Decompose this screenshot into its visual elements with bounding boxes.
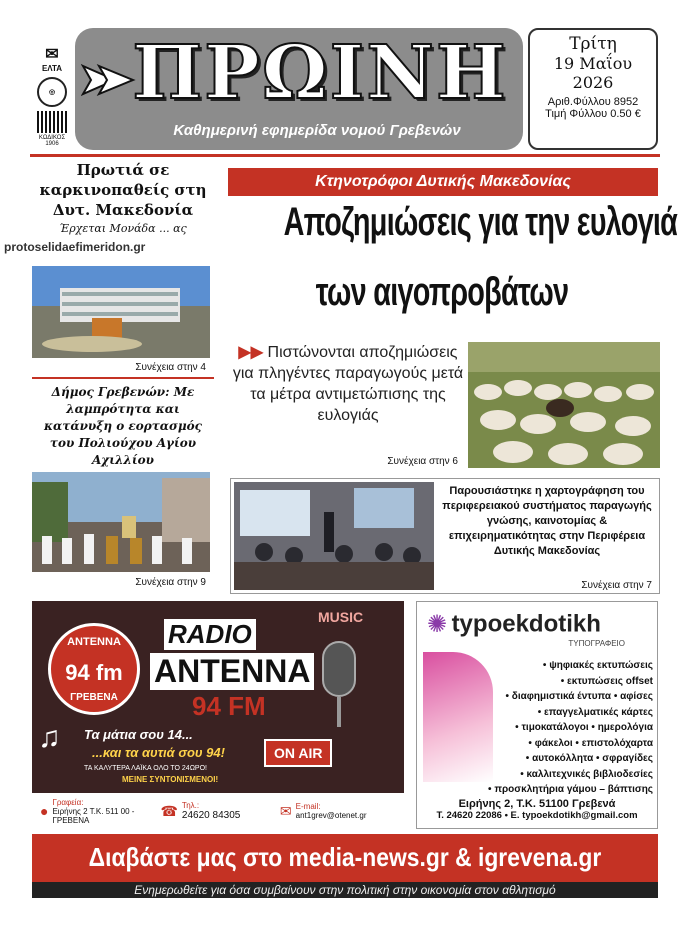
tagline-1: ΤΑ ΚΑΛΥΤΕΡΑ ΛΑΪΚΑ ΟΛΟ ΤΟ 24ΩΡΟ! [84, 765, 207, 772]
on-air-sign: ON AIR [264, 739, 332, 767]
footer-tagline: Ενημερωθείτε για όσα συμβαίνουν στην πολιτική στην οικονομία στον αθλητισμό [32, 882, 658, 898]
radio-logo: ΑΝΤΕΝΝΑ 94 fm ΓΡΕΒΕΝΑ [48, 623, 140, 715]
newspaper-subtitle: Καθημερινή εφημερίδα νομού Γρεβενών [173, 122, 461, 139]
story1-subline: Έρχεται Μονάδα ... ας [59, 222, 187, 235]
research-headline[interactable]: Παρουσιάστηκε η χαρτογράφηση του περιφερειακού συστήματος παραγωγής γνώσης, καινοτομίας & επιχειρηματικότητας στην Περιφέρεια Δυτικής Μακεδονίας [442, 485, 652, 557]
research-continue[interactable]: Συνέχεια στην 7 [581, 580, 652, 591]
office-block: Γραφεία: Ειρήνης 2 Τ.Κ. 511 00 - ΓΡΕΒΕΝΑ [52, 797, 135, 825]
elta-logo: ✉ ΕΛΤΑ [41, 46, 63, 73]
footer-headline: Διαβάστε μας στο media-news.gr & igrevena.gr [88, 842, 602, 872]
music-label: MUSIC [318, 609, 364, 625]
services-list [481, 658, 653, 798]
radio-contact-bar [32, 793, 404, 829]
print-shop-footer: Ειρήνης 2, Τ.Κ. 51100 Γρεβενά Τ. 24620 22086 • E. typoekdotikh@gmail.com [417, 798, 657, 829]
code-label: ΚΩΔΙΚΟΣ [38, 135, 66, 141]
tel-block: Τηλ.: 24620 84305 [181, 801, 241, 821]
tagline-2: ΜΕΙΝΕ ΣΥΝΤΟΝΙΣΜΕΝΟΙ! [122, 775, 219, 784]
issue-number: Αριθ.Φύλλου 8952 [547, 96, 639, 108]
procession-photo [32, 472, 210, 572]
sheep-photo [468, 342, 660, 468]
story1-continue[interactable]: Συνέχεια στην 4 [135, 362, 206, 373]
phone-icon: ☎ [160, 802, 178, 819]
music-note-icon: ♫ [38, 721, 61, 754]
watermark: protoselidaefimeridon.gr [4, 240, 146, 254]
barcode-logo [37, 111, 67, 133]
presentation-photo [234, 482, 434, 590]
footer-banner[interactable] [32, 834, 658, 898]
microphone-icon [322, 641, 362, 731]
divider [30, 154, 660, 157]
issue-date: 19 Μαΐου [553, 54, 633, 73]
service-item: • φάκελοι • επιστολόχαρτα [528, 737, 653, 749]
code-value: 1906 [45, 141, 59, 147]
service-item: • προσκλητήρια γάμου – βάπτισης [488, 784, 653, 795]
main-continue[interactable]: Συνέχεια στην 6 [387, 456, 458, 467]
main-headline-line1: Αποζημιώσεις για την ευλογιά [283, 200, 678, 244]
story2-headline[interactable]: Δήμος Γρεβενών: Με λαμπρότητα και κατάνυξη ο εορτασμός του Πολιούχου Αγίου Αχιλλίου [44, 385, 202, 467]
service-item: • αυτοκόλλητα • σφραγίδες [525, 753, 653, 764]
hospital-photo [32, 266, 210, 358]
bullet-icon: ▶▶ [238, 344, 268, 361]
date-box [528, 28, 658, 150]
radio-ad[interactable] [32, 601, 404, 829]
service-item: • επαγγελματικές κάρτες [537, 706, 653, 718]
slogan-1: Τα μάτια σου 14... [84, 727, 193, 742]
issue-price: Τιμή Φύλλου 0.50 € [545, 108, 641, 120]
slogan-2: ...και τα αυτιά σου 94! [92, 745, 225, 760]
story2-continue[interactable]: Συνέχεια στην 9 [135, 577, 206, 588]
service-item: • καλλιτεχνικές βιβλιοδεσίες [520, 768, 653, 780]
issue-day: Τρίτη [569, 34, 617, 54]
main-headline-line2: των αιγοπροβάτων [315, 270, 569, 314]
radio-freq: 94 FM [192, 691, 266, 721]
newspaper-title: ΠΡΩΙΝΗ [132, 30, 508, 116]
masthead-logos [34, 38, 70, 153]
email-block: E-mail: ant1grev@otenet.gr [295, 802, 367, 820]
main-headline[interactable] [283, 198, 678, 316]
service-item: • ψηφιακές εκτυπώσεις [542, 660, 653, 671]
email-icon: ✉ [279, 802, 292, 819]
location-icon: ● [40, 803, 49, 819]
masthead-banner [75, 28, 523, 150]
radio-name: ANTENNA [150, 653, 314, 690]
pinwheel-icon: ✺ [427, 611, 448, 638]
service-item: • εκτυπώσεις offset [560, 675, 653, 687]
issue-year: 2026 [572, 73, 614, 92]
main-subhead: ▶▶ Πιστώνονται αποζημιώσεις για πληγέντες παραγωγούς μετά τα μέτρα αντιμετώπισης της ευλογιάς [232, 344, 464, 424]
seal-logo: ◎ [37, 77, 67, 107]
story1-headline[interactable]: Πρωτιά σε καρκινοπαθείς στη Δυτ. Μακεδονία [39, 161, 207, 219]
service-item: • τιμοκατάλογοι • ημερολόγια [515, 722, 653, 733]
print-shop-logo: ✺ typoekdotikh ΤΥΠΟΓΡΑΦΕΙΟ [427, 610, 625, 648]
main-kicker: Κτηνοτρόφοι Δυτικής Μακεδονίας [228, 168, 658, 196]
radio-label: RADIO [164, 619, 256, 650]
print-shop-ad[interactable] [416, 601, 658, 829]
service-item: • διαφημιστικά έντυπα • αφίσες [505, 691, 653, 702]
divider [32, 377, 214, 379]
